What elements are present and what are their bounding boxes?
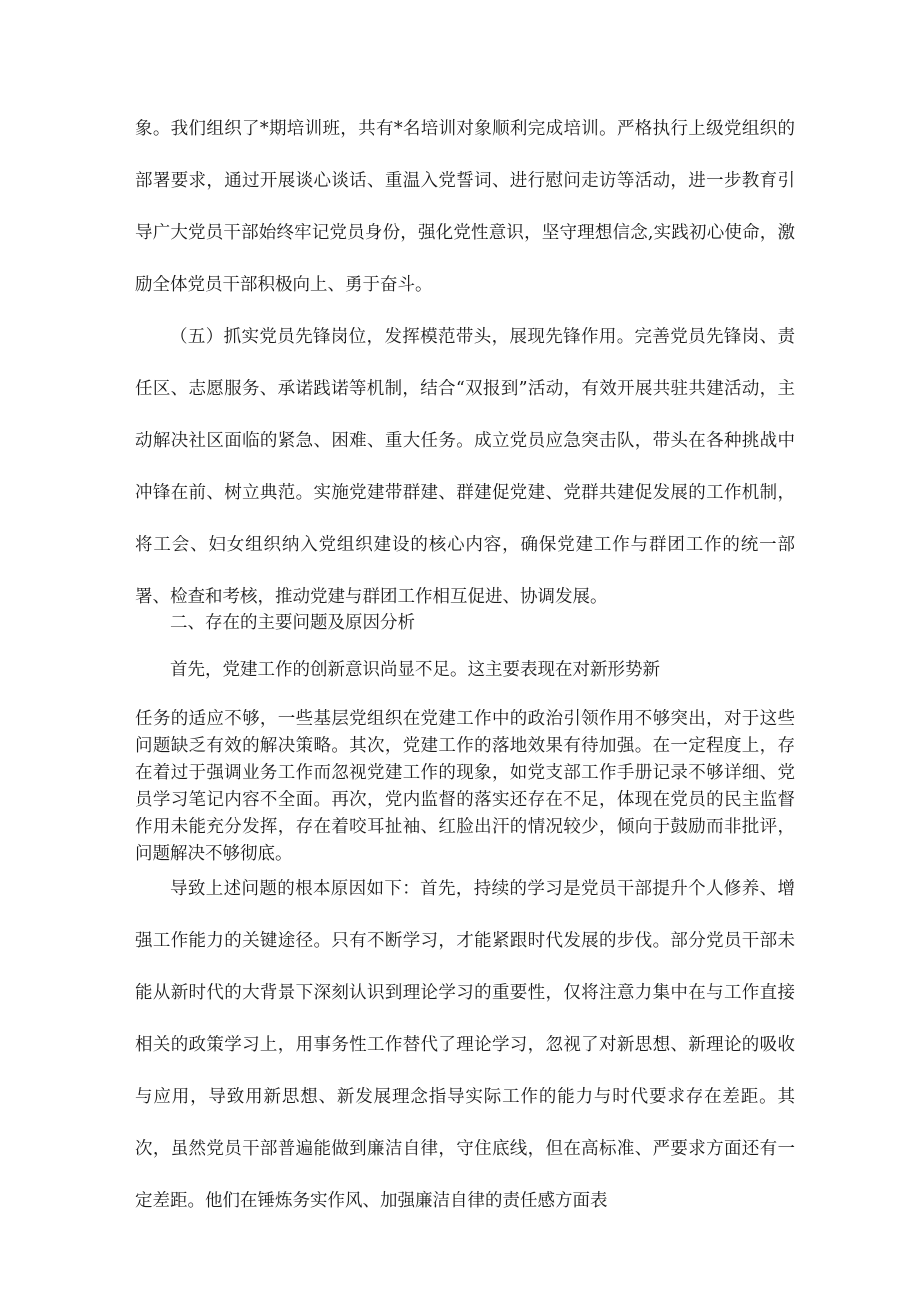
body-paragraph-problems-lead: 首先，党建工作的创新意识尚显不足。这主要表现在对新形势新 [170, 660, 660, 680]
body-paragraph-problems-detail: 任务的适应不够，一些基层党组织在党建工作中的政治引领作用不够突出，对于这些问题缺乏有效的解决策略。其次，党建工作的落地效果有待加强。在一定程度上，存在着过于强调业务工作而忽视党建工作的现象，如党支部工作手册记录不够详细、党员学习笔记内容不全面。再次，党内监督的落实还存在不足，体现在党员的民主监督作用未能充分发挥，存在着咬耳扯袖、红脸出汗的情况较少，倾向于鼓励而非批评，问题解决不够彻底。 [135, 709, 795, 864]
section-heading: 二、存在的主要问题及原因分析 [170, 613, 415, 633]
body-paragraph-continuation: 象。我们组织了*期培训班，共有*名培训对象顺利完成培训。严格执行上级党组织的部署要求，通过开展谈心谈话、重温入党誓词、进行慰问走访等活动，进一步教育引导广大党员干部始终牢记党员身份，强化党性意识，坚守理想信念,实践初心使命，激励全体党员干部积极向上、勇于奋斗。 [135, 119, 795, 295]
body-paragraph-root-causes: 导致上述问题的根本原因如下：首先，持续的学习是党员干部提升个人修养、增强工作能力的关键途径。只有不断学习，才能紧跟时代发展的步伐。部分党员干部未能从新时代的大背景下深刻认识到理论学习的重要性，仅将注意力集中在与工作直接相关的政策学习上，用事务性工作替代了理论学习，忽视了对新思想、新理论的吸收与应用，导致用新思想、新发展理念指导实际工作的能力与时代要求存在差距。其次，虽然党员干部普遍能做到廉洁自律，守住底线，但在高标准、严要求方面还有一定差距。他们在锤炼务实作风、加强廉洁自律的责任感方面表 [135, 879, 795, 1211]
body-paragraph-section-five: （五）抓实党员先锋岗位，发挥模范带头，展现先锋作用。完善党员先锋岗、责任区、志愿服务、承诺践诺等机制，结合“双报到”活动，有效开展共驻共建活动，主动解决社区面临的紧急、困难、重大任务。成立党员应急突击队，带头在各种挑战中冲锋在前、树立典范。实施党建带群建、群建促党建、党群共建促发展的工作机制，将工会、妇女组织纳入党组织建设的核心内容，确保党建工作与群团工作的统一部署、检查和考核，推动党建与群团工作相互促进、协调发展。 [135, 327, 795, 607]
